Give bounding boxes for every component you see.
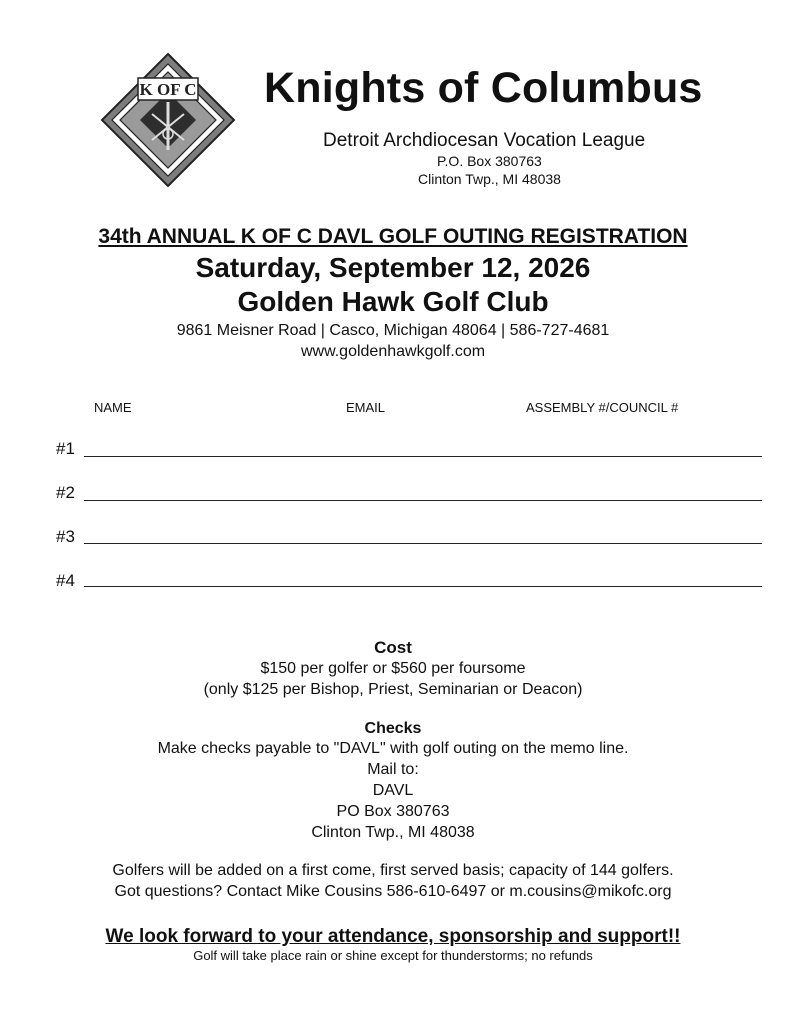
svg-text:K OF C: K OF C (139, 80, 197, 99)
event-venue: Golden Hawk Golf Club (237, 286, 549, 317)
league-name: Detroit Archdiocesan Vocation League (323, 130, 646, 151)
row-label-4: #4 (56, 571, 75, 590)
registrant-line-4[interactable] (84, 586, 762, 587)
league-city: Clinton Twp., MI 48038 (418, 171, 561, 187)
weather-disclaimer: Golf will take place rain or shine except for thunderstorms; no refunds (193, 948, 593, 963)
checks-heading: Checks (364, 720, 422, 737)
registrant-line-1[interactable] (84, 456, 762, 457)
org-title: Knights of Columbus (264, 64, 703, 112)
mail-to-name: DAVL (372, 782, 414, 799)
row-label-2: #2 (56, 483, 75, 502)
row-label-1: #1 (56, 439, 75, 458)
row-label-3: #3 (56, 527, 75, 546)
questions-note: Got questions? Contact Mike Cousins 586-610-6497 or m.cousins@mikofc.org (114, 883, 672, 900)
mail-to-label: Mail to: (367, 761, 419, 778)
mail-to-city: Clinton Twp., MI 48038 (311, 824, 475, 841)
cost-heading: Cost (374, 638, 412, 657)
venue-website: www.goldenhawkgolf.com (300, 343, 486, 360)
registrant-line-2[interactable] (84, 500, 762, 501)
kofc-emblem-logo (100, 52, 236, 188)
capacity-note: Golfers will be added on a first come, first served basis; capacity of 144 golfers. (112, 862, 674, 879)
column-header-assembly: ASSEMBLY #/COUNCIL # (526, 400, 679, 415)
event-date: Saturday, September 12, 2026 (195, 252, 591, 283)
mail-to-box: PO Box 380763 (336, 803, 450, 820)
registrant-line-3[interactable] (84, 543, 762, 544)
closing-message: We look forward to your attendance, sponsorship and support!! (105, 926, 681, 947)
column-header-email: EMAIL (346, 400, 386, 415)
cost-line-1: $150 per golfer or $560 per foursome (260, 660, 526, 677)
league-po-box: P.O. Box 380763 (437, 153, 542, 169)
registration-title: 34th ANNUAL K OF C DAVL GOLF OUTING REGISTRATION (98, 225, 688, 248)
cost-line-2: (only $125 per Bishop, Priest, Seminarian or Deacon) (203, 681, 583, 698)
checks-payable-line: Make checks payable to "DAVL" with golf outing on the memo line. (157, 740, 629, 757)
column-header-name: NAME (94, 400, 132, 415)
venue-address: 9861 Meisner Road | Casco, Michigan 48064 | 586-727-4681 (176, 322, 610, 339)
